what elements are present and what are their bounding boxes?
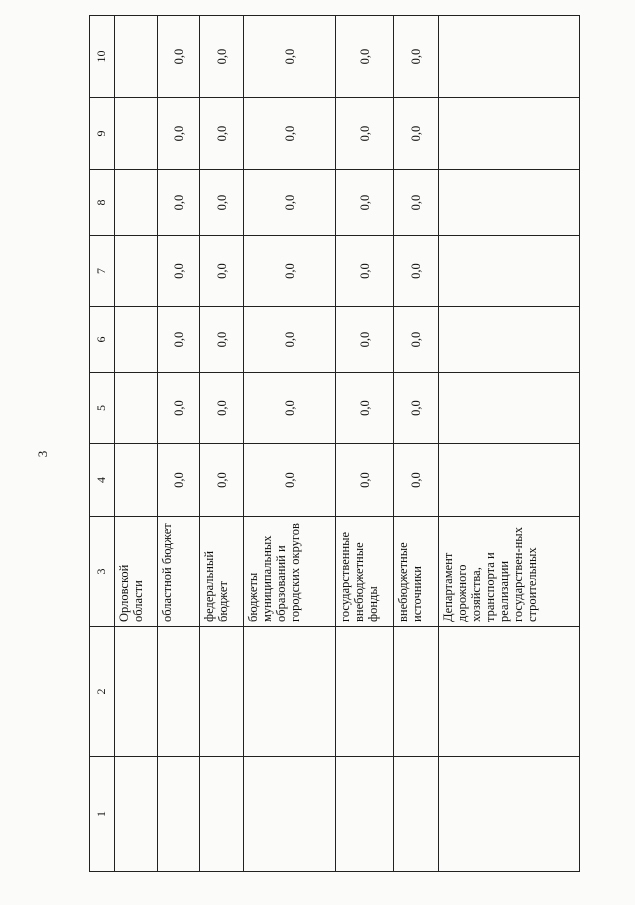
value-cell: 0,0 xyxy=(158,98,200,170)
value-cell xyxy=(439,16,580,98)
value-cell: 0,0 xyxy=(158,16,200,98)
header-cell: 8 xyxy=(90,170,115,236)
row-label: внебюджетные источники xyxy=(394,517,439,627)
value-cell: 0,0 xyxy=(336,236,394,307)
value-cell xyxy=(115,307,158,373)
value-cell xyxy=(115,16,158,98)
value-cell xyxy=(439,444,580,517)
value-cell xyxy=(439,98,580,170)
header-cell: 3 xyxy=(90,517,115,627)
value-cell xyxy=(439,236,580,307)
rotated-table-wrapper xyxy=(89,16,579,872)
row-label: Департамент дорожного хозяйства, транспорта и реализации государствен-ных строительных xyxy=(439,517,580,627)
table-row xyxy=(244,16,336,872)
table-row xyxy=(158,16,200,872)
header-cell: 1 xyxy=(90,757,115,872)
value-cell xyxy=(115,170,158,236)
budget-table xyxy=(89,15,580,872)
value-cell: 0,0 xyxy=(158,307,200,373)
table-row xyxy=(439,16,580,872)
header-cell: 6 xyxy=(90,307,115,373)
value-cell: 0,0 xyxy=(394,307,439,373)
value-cell: 0,0 xyxy=(394,170,439,236)
value-cell: 0,0 xyxy=(158,170,200,236)
header-cell: 4 xyxy=(90,444,115,517)
row-label: Орловской области xyxy=(115,517,158,627)
value-cell: 0,0 xyxy=(200,444,244,517)
value-cell: 0,0 xyxy=(336,16,394,98)
value-cell xyxy=(439,307,580,373)
value-cell: 0,0 xyxy=(158,373,200,444)
value-cell: 0,0 xyxy=(394,373,439,444)
value-cell: 0,0 xyxy=(336,170,394,236)
value-cell: 0,0 xyxy=(394,98,439,170)
value-cell: 0,0 xyxy=(336,307,394,373)
header-cell: 5 xyxy=(90,373,115,444)
row-label: государственные внебюджетные фонды xyxy=(336,517,394,627)
value-cell xyxy=(439,373,580,444)
value-cell: 0,0 xyxy=(244,307,336,373)
table-row xyxy=(200,16,244,872)
value-cell xyxy=(115,444,158,517)
value-cell: 0,0 xyxy=(200,16,244,98)
table-row xyxy=(394,16,439,872)
value-cell: 0,0 xyxy=(394,16,439,98)
value-cell: 0,0 xyxy=(394,236,439,307)
value-cell xyxy=(115,373,158,444)
value-cell: 0,0 xyxy=(336,373,394,444)
value-cell xyxy=(439,170,580,236)
value-cell: 0,0 xyxy=(158,444,200,517)
header-cell: 7 xyxy=(90,236,115,307)
value-cell: 0,0 xyxy=(158,236,200,307)
row-label: бюджеты муниципальных образований и городских округов xyxy=(244,517,336,627)
value-cell: 0,0 xyxy=(200,236,244,307)
value-cell: 0,0 xyxy=(244,170,336,236)
table-row xyxy=(336,16,394,872)
value-cell: 0,0 xyxy=(244,444,336,517)
value-cell: 0,0 xyxy=(244,373,336,444)
value-cell: 0,0 xyxy=(244,16,336,98)
row-label: областной бюджет xyxy=(158,517,200,627)
value-cell: 0,0 xyxy=(336,444,394,517)
value-cell: 0,0 xyxy=(200,170,244,236)
header-cell: 2 xyxy=(90,627,115,757)
value-cell: 0,0 xyxy=(244,236,336,307)
value-cell: 0,0 xyxy=(200,98,244,170)
page-number: 3 xyxy=(35,450,50,458)
header-row xyxy=(90,16,115,872)
value-cell: 0,0 xyxy=(200,307,244,373)
value-cell: 0,0 xyxy=(394,444,439,517)
value-cell xyxy=(115,236,158,307)
value-cell: 0,0 xyxy=(244,98,336,170)
table-row xyxy=(115,16,158,872)
header-cell: 10 xyxy=(90,16,115,98)
value-cell xyxy=(115,98,158,170)
value-cell: 0,0 xyxy=(336,98,394,170)
row-label: федеральный бюджет xyxy=(200,517,244,627)
header-cell: 9 xyxy=(90,98,115,170)
value-cell: 0,0 xyxy=(200,373,244,444)
